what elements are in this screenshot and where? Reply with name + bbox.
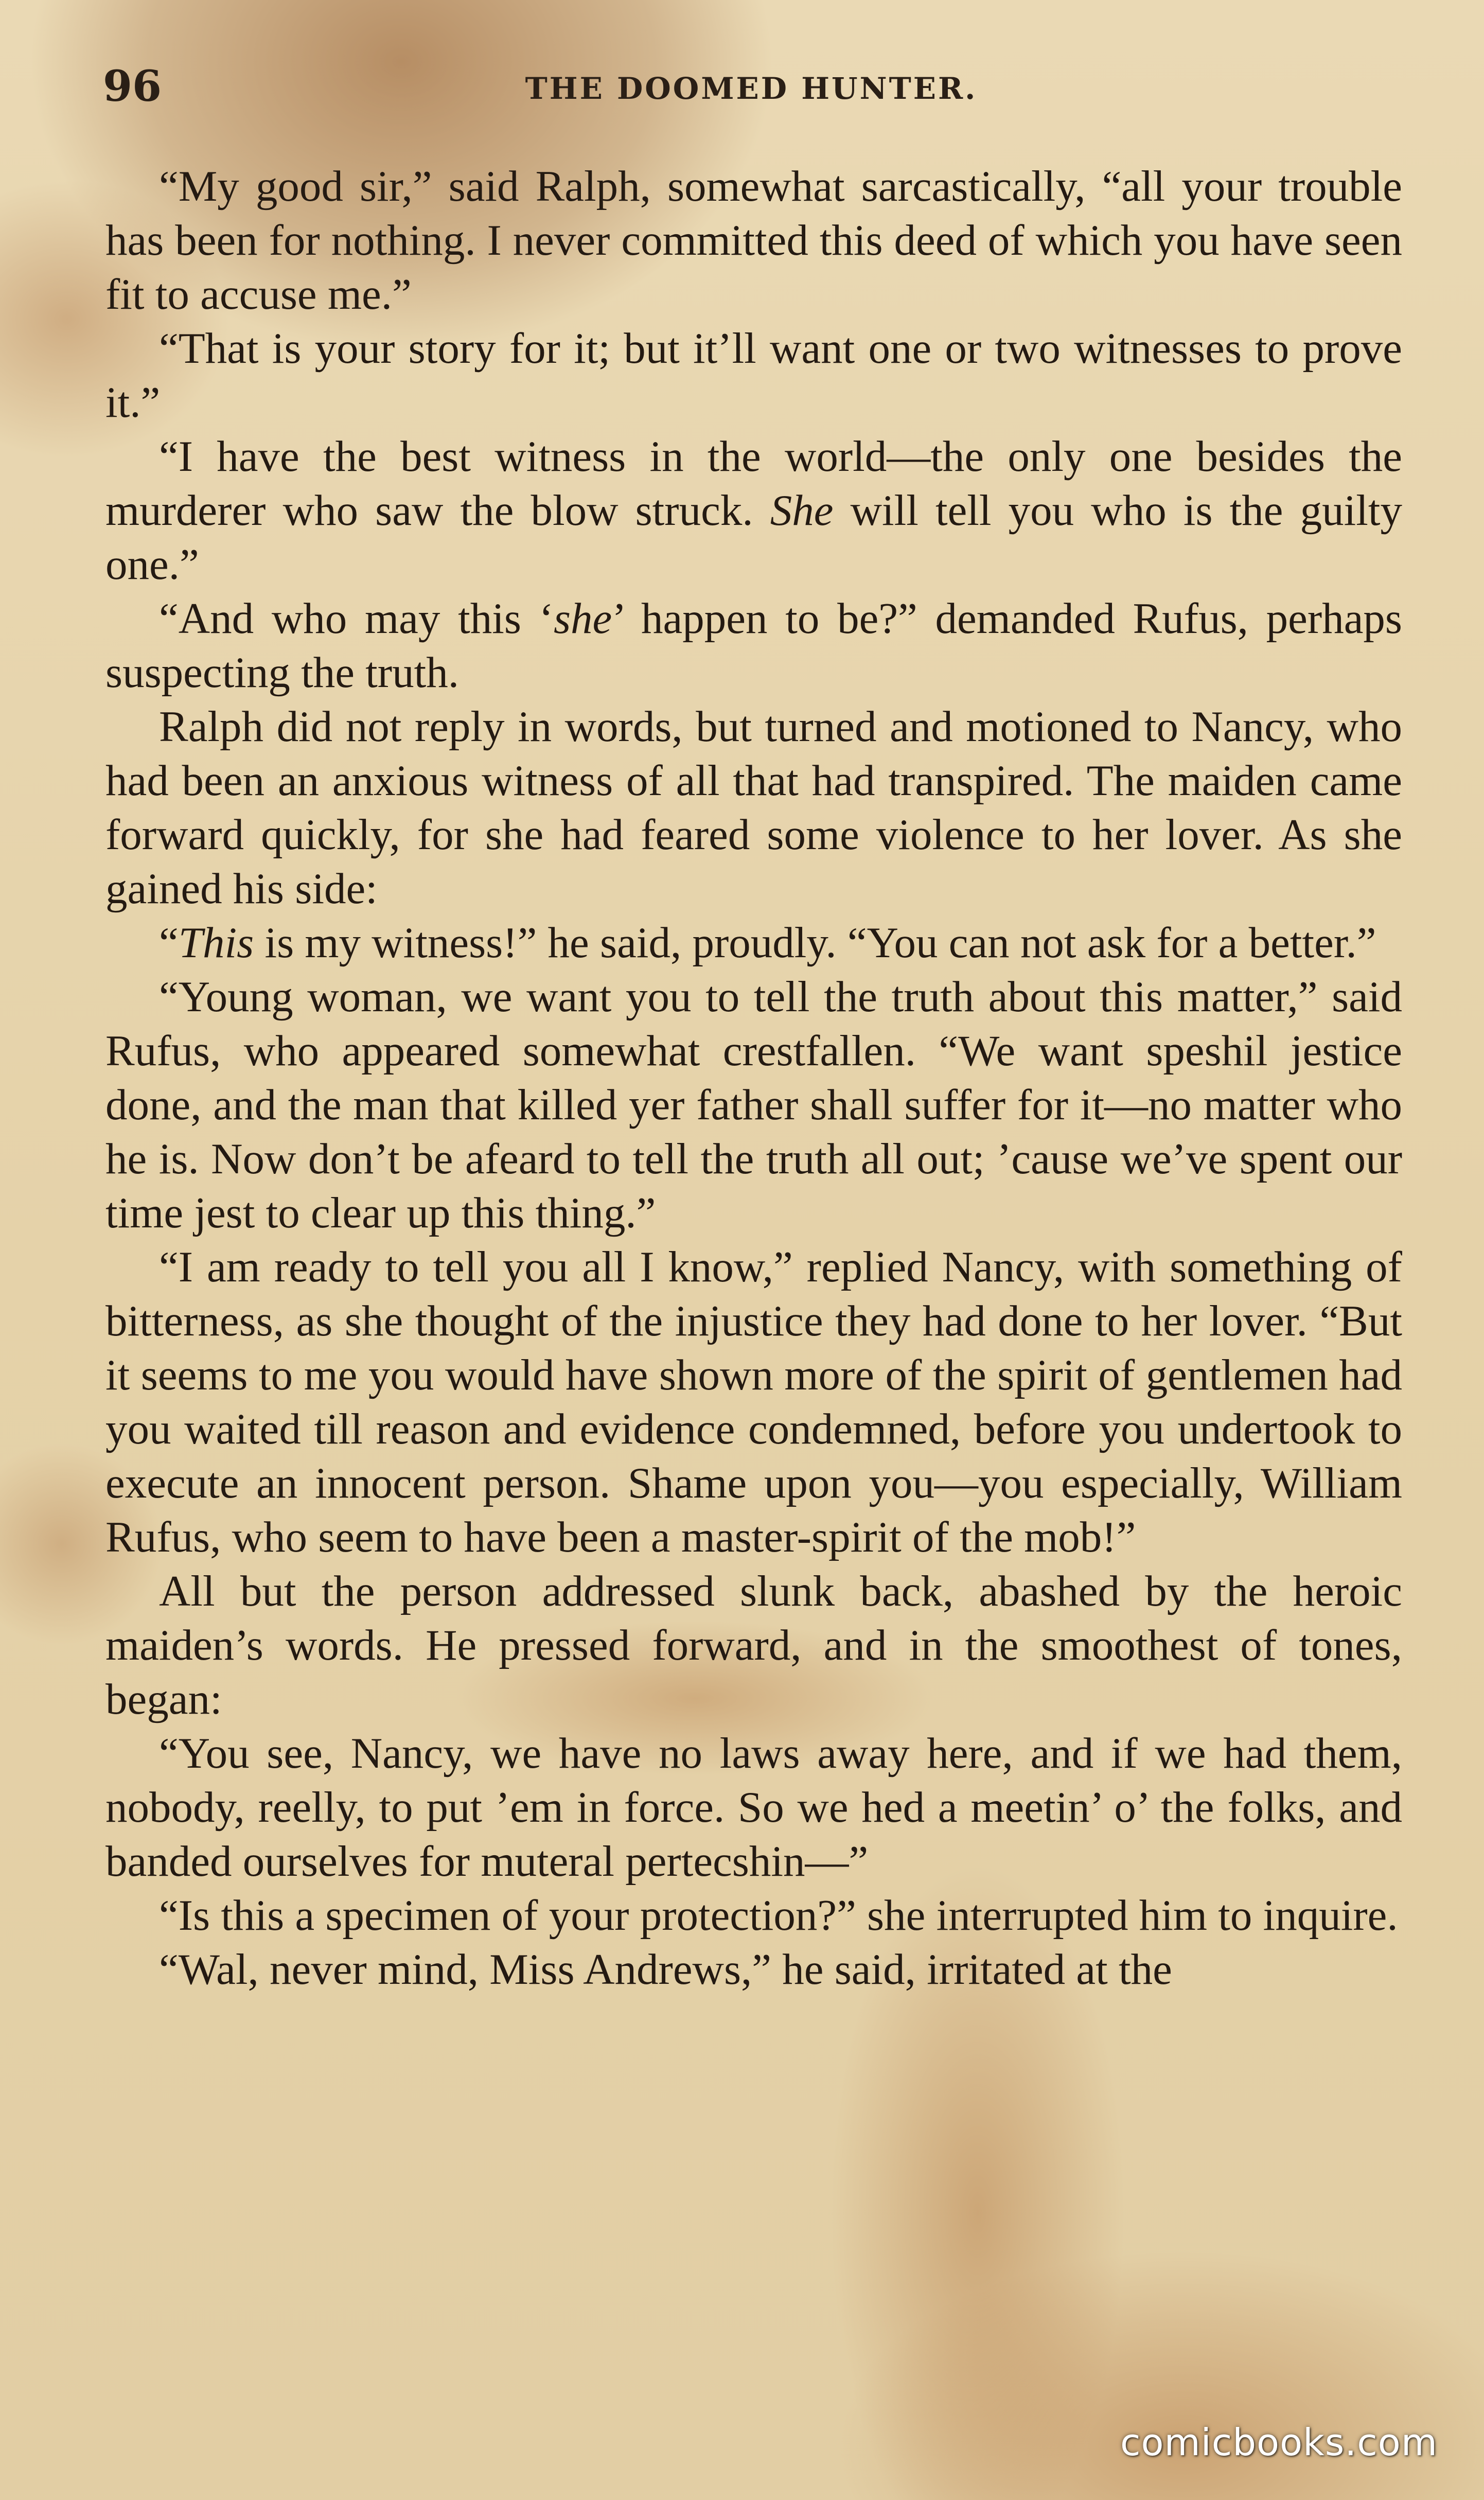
paragraph-1: [105, 160, 1402, 322]
paragraph-text: “Young woman, we want you to tell the truth about this matter,” said Rufus, who appeared somewhat crestfallen. “We want speshil jestice done, and the man that killed yer father shall suffer for it—no matter who he is. Now don’t be afeard to tell the truth all out; ’cause we’ve spent our time jest to clear up this thing.”: [105, 973, 1402, 1237]
paragraph-text: ’ happen to be?” demanded Rufus, perhaps suspecting the truth.: [105, 594, 1402, 697]
paragraph-text: “My good sir,” said Ralph, somewhat sarcastically, “all your trouble has been for nothing. I never committed this deed of which you have seen fit to accuse me.”: [105, 162, 1402, 319]
paragraph-7: [105, 970, 1402, 1240]
running-head: [103, 62, 1400, 124]
paragraph-8: [105, 1240, 1402, 1564]
paragraph-11: [105, 1889, 1402, 1943]
paragraph-2: [105, 322, 1402, 430]
paragraph-text: “Is this a specimen of your protection?” she interrupted him to inquire.: [159, 1891, 1398, 1940]
paragraph-text: “Wal, never mind, Miss Andrews,” he said, irritated at the: [159, 1945, 1172, 1994]
italic-text: she: [553, 594, 612, 643]
paragraph-4: [105, 592, 1402, 700]
paragraph-6: [105, 916, 1402, 970]
paragraph-text: Ralph did not reply in words, but turned and motioned to Nancy, who had been an anxious witness of all that had transpired. The maiden came forward quickly, for she had feared some violence to her lover. As she gained his side:: [105, 702, 1402, 913]
watermark: comicbooks.com: [1120, 2421, 1438, 2464]
paragraph-text: “I have the best witness in the world—the only one besides the murderer who saw the blow struck.: [105, 432, 1402, 535]
paragraph-text: “: [159, 919, 179, 967]
paragraph-text: is my witness!” he said, proudly. “You can not ask for a better.”: [254, 919, 1376, 967]
italic-text: She: [770, 486, 834, 535]
paragraph-text: “That is your story for it; but it’ll want one or two witnesses to prove it.”: [105, 324, 1402, 427]
paragraph-10: [105, 1727, 1402, 1889]
paragraph-5: [105, 700, 1402, 916]
paragraph-9: [105, 1564, 1402, 1727]
paragraph-text: “You see, Nancy, we have no laws away here, and if we had them, nobody, reelly, to put ’em in force. So we hed a meetin’ o’ the folks, and banded ourselves for muteral pertecshin—”: [105, 1729, 1402, 1886]
paragraph-text: All but the person addressed slunk back, abashed by the heroic maiden’s words. He pressed forward, and in the smoothest of tones, began:: [105, 1567, 1402, 1723]
page-number: 96: [103, 62, 162, 111]
paragraph-text: will tell you who is the guilty one.”: [105, 486, 1402, 589]
paragraph-text: “I am ready to tell you all I know,” replied Nancy, with something of bitterness, as she thought of the injustice they had done to her lover. “But it seems to me you would have shown more of the spirit of gentlemen had you waited till reason and evidence condemned, before you undertook to execute an innocent person. Shame upon you—you especially, William Rufus, who seem to have been a master-spirit of the mob!”: [105, 1243, 1402, 1561]
paragraph-12: [105, 1943, 1402, 1997]
paragraph-3: [105, 430, 1402, 592]
body-text: [105, 160, 1402, 1997]
italic-text: This: [178, 919, 254, 967]
paragraph-text: “And who may this ‘: [159, 594, 554, 643]
book-title: THE DOOMED HUNTER.: [525, 71, 978, 106]
